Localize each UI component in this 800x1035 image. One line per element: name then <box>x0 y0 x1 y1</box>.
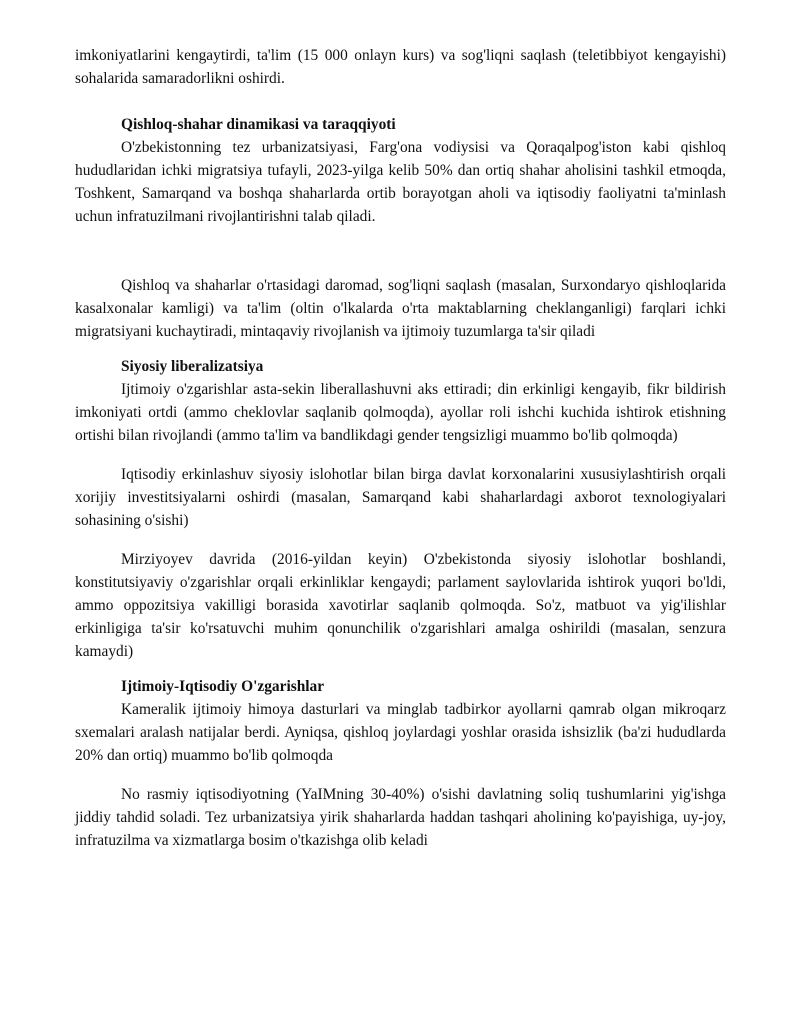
paragraph-rural-urban-gap: Qishloq va shaharlar o'rtasidagi daromad, sog'liqni saqlash (masalan, Surxondaryo qishloqlarida kasalxonalar kamligi) va ta'lim (oltin o'lkalarda o'rta maktablarning cheklanganligi) farqlari ichki migratsiyani kuchaytiradi, mintaqaviy rivojlanish va ijtimoiy tuzumlarga ta'sir qiladi <box>75 277 726 340</box>
spacer <box>75 228 726 274</box>
spacer <box>75 343 726 355</box>
paragraph-economic-liberalization: Iqtisodiy erkinlashuv siyosiy islohotlar bilan birga davlat korxonalarini xususiylashtirish orqali xorijiy investitsiyalarni oshirdi (masalan, Samarqand kabi shaharlardagi axborot texnologiyalari sohasining o'sishi) <box>75 466 726 529</box>
paragraph-informal-economy: No rasmiy iqtisodiyotning (YaIMning 30-40%) o'sishi davlatning soliq tushumlarini yig'ishga jiddiy tahdid soladi. Tez urbanizatsiya yirik shaharlarda haddan tashqari aholining ko'payishiga, uy-joy, infratuzilma va xizmatlarga bosim o'tkazishga olib keladi <box>75 786 726 849</box>
paragraph-intro-continuation: imkoniyatlarini kengaytirdi, ta'lim (15 000 onlayn kurs) va sog'liqni saqlash (teletibbiyot kengayishi) sohalarida samaradorlikni oshirdi. <box>75 47 726 87</box>
spacer <box>75 532 726 548</box>
spacer <box>75 767 726 783</box>
document-page <box>75 44 726 852</box>
section-heading-rural-urban: Qishloq-shahar dinamikasi va taraqqiyoti <box>121 116 396 133</box>
section-heading-political-liberalization: Siyosiy liberalizatsiya <box>121 358 264 375</box>
section-heading-socio-economic: Ijtimoiy-Iqtisodiy O'zgarishlar <box>121 678 325 695</box>
spacer <box>75 90 726 113</box>
paragraph-mirziyoyev-reforms: Mirziyoyev davrida (2016-yildan keyin) O'zbekistonda siyosiy islohotlar boshlandi, konstitutsiyaviy o'zgarishlar orqali erkinliklar kengaydi; parlament saylovlarida ishtirok yuqori bo'ldi, ammo oppozitsiya vakilligi borasida xavotirlar saqlanib qolmoqda. So'z, matbuot va yig'ilishlar erkinligiga ta'sir ko'rsatuvchi muhim qonunchilik o'zgarishlari amalga oshirildi (masalan, senzura kamaydi) <box>75 551 726 660</box>
paragraph-urbanization: O'zbekistonning tez urbanizatsiyasi, Farg'ona vodiysisi va Qoraqalpog'iston kabi qishloq hududlaridan ichki migratsiya tufayli, 2023-yilga kelib 50% dan ortiq shahar aholisini tashkil etmoqda, Toshkent, Samarqand va boshqa shaharlarda ortib borayotgan aholi va iqtisodiy faoliyatni ta'minlash uchun infratuzilmani rivojlantirishni talab qiladi. <box>75 139 726 225</box>
spacer <box>75 663 726 675</box>
paragraph-social-protection: Kameralik ijtimoiy himoya dasturlari va minglab tadbirkor ayollarni qamrab olgan mikroqarz sxemalari aralash natijalar berdi. Ayniqsa, qishloq joylardagi yoshlar orasida ishsizlik (ba'zi hududlarda 20% dan ortiq) muammo bo'lib qolmoqda <box>75 701 726 764</box>
spacer <box>75 447 726 463</box>
paragraph-social-changes: Ijtimoiy o'zgarishlar asta-sekin liberallashuvni aks ettiradi; din erkinligi kengayib, fikr bildirish imkoniyati ortdi (ammo cheklovlar saqlanib qolmoqda), ayollar roli ishchi kuchida ishtirok etishning ortishi bilan rivojlandi (ammo ta'lim va bandlikdagi gender tengsizligi muammo bo'lib qolmoqda) <box>75 381 726 444</box>
